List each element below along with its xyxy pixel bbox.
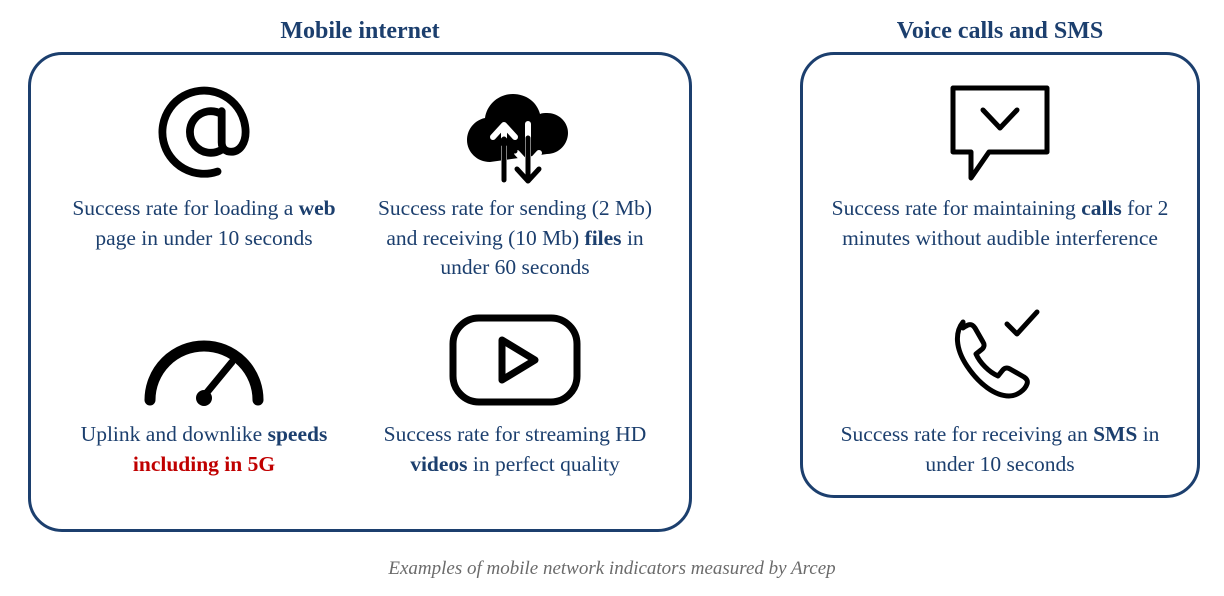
indicator-videos-caption: Success rate for streaming HD videos in perfect quality <box>383 422 647 476</box>
cloud-upload-download-icon <box>354 74 676 184</box>
indicator-web-page <box>46 74 362 253</box>
speedometer-icon <box>46 300 362 410</box>
footer-caption: Examples of mobile network indicators measured by Arcep <box>388 558 836 579</box>
speech-bubble-check-icon <box>808 74 1192 184</box>
phone-handset-check-icon <box>808 300 1192 410</box>
indicator-speeds-caption: Uplink and downlike speeds including in 5G <box>80 422 328 476</box>
indicator-calls-caption: Success rate for maintaining calls for 2 minutes without audible interference <box>831 196 1169 250</box>
indicator-sms <box>808 300 1192 479</box>
video-play-icon <box>354 300 676 410</box>
indicator-videos <box>354 300 676 479</box>
indicator-web-page-caption: Success rate for loading a web page in under 10 seconds <box>72 196 336 250</box>
indicator-calls <box>808 74 1192 253</box>
indicator-sms-caption: Success rate for receiving an SMS in under 10 seconds <box>840 422 1160 476</box>
at-sign-icon <box>46 74 362 184</box>
panel-title-mobile-internet: Mobile internet <box>280 18 440 44</box>
indicator-files-caption: Success rate for sending (2 Mb) and receiving (10 Mb) files in under 60 seconds <box>377 196 653 280</box>
panel-title-voice-calls-and-sms: Voice calls and SMS <box>896 18 1104 44</box>
indicator-speeds <box>46 300 362 479</box>
indicator-files <box>354 74 676 283</box>
